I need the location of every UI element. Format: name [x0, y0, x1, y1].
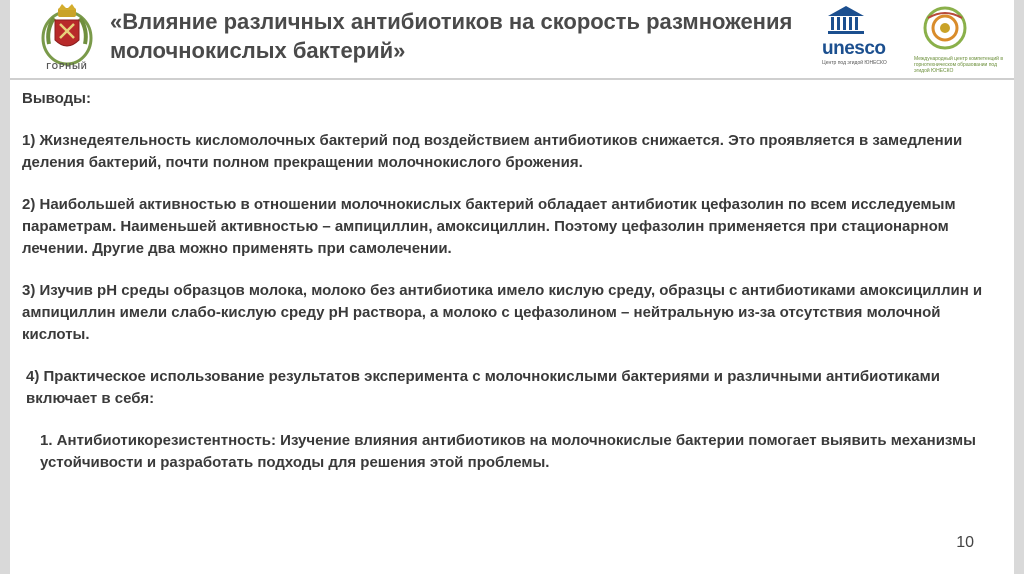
competence-centre-logo [914, 4, 1010, 74]
page-number: 10 [956, 534, 974, 551]
slide-title: «Влияние различных антибиотиков на скорость размножения молочнокислых бактерий» [110, 9, 793, 63]
unesco-wordmark: unesco [822, 38, 886, 59]
left-side-bar [0, 0, 10, 574]
unesco-logo [822, 4, 908, 74]
conclusions-heading: Выводы: [22, 90, 91, 107]
conclusion-2: 2) Наибольшей активностью в отношении молочнокислых бактерий обладает антибиотик цефазолин по всем исследуемым параметрам. Наименьшей активностью – ампициллин, амоксициллин. Поэтому цефазолин применяется при стационарном лечении. Другие два можно применять при самолечении. [22, 196, 956, 257]
slide-body [22, 88, 1002, 474]
conclusion-4: 4) Практическое использование результатов эксперимента с молочнокислыми бактериями и различными антибиотиками включает в себя: [26, 368, 940, 407]
competence-centre-emblem-icon [920, 4, 970, 52]
conclusion-3: 3) Изучив pH среды образцов молока, молоко без антибиотика имело кислую среду, образцы с антибиотиками амоксициллин и ампициллин имели слабо-кислую среду pH раствора, а молоко с цефазолином – нейтральную из-за отсутствия молочной кислоты. [22, 282, 983, 343]
right-side-bar [1014, 0, 1024, 574]
conclusion-4-item-1: 1. Антибиотикорезистентность: Изучение влияния антибиотиков на молочнокислые бактерии помогает выявить механизмы устойчивости и разработать подходы для решения этой проблемы. [40, 432, 976, 471]
unesco-subtitle: Центр под эгидой ЮНЕСКО [822, 60, 887, 66]
crest-caption: ГОРНЫЙ [46, 62, 88, 71]
unesco-temple-icon [826, 4, 866, 36]
conclusion-1: 1) Жизнедеятельность кисломолочных бактерий под воздействием антибиотиков снижается. Это проявляется в замедлении деления бактерий, почти полном прекращении молочнокислого брожения. [22, 132, 963, 171]
header-divider [10, 78, 1014, 80]
competence-centre-caption: Международный центр компетенций в горнотехническом образовании под эгидой ЮНЕСКО [914, 56, 1004, 74]
